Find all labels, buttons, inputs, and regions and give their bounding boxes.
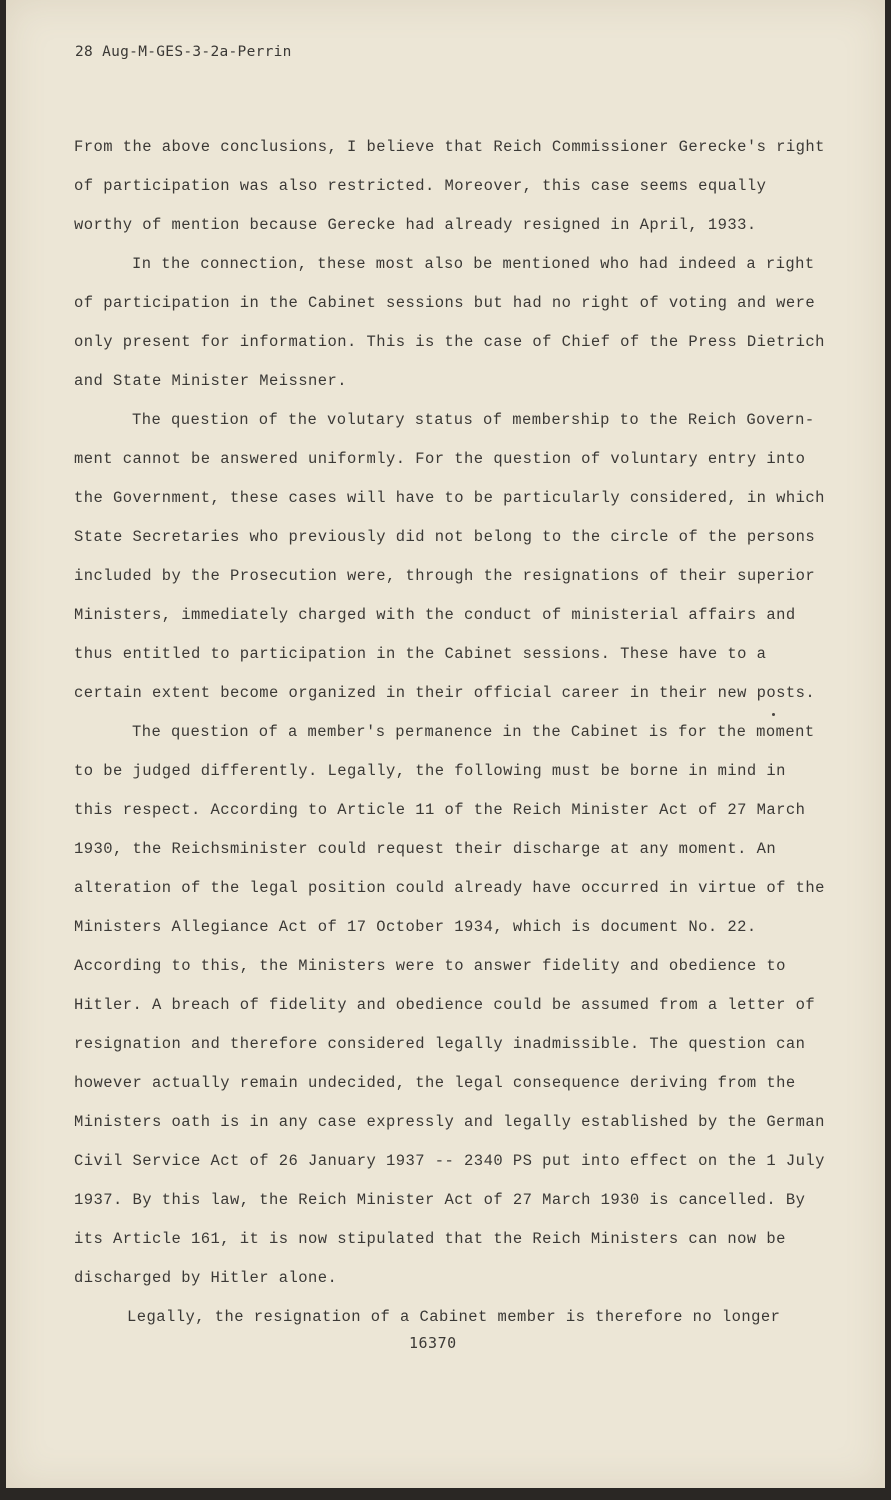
text-line: thus entitled to participation in the Cabinet sessions. These have to a [74,645,767,663]
document-page [6,0,885,1488]
text-line: certain extent become organized in their official career in their new posts. [74,684,816,702]
paper-speck [772,713,775,716]
text-line: ment cannot be answered uniformly. For the question of voluntary entry into [74,450,806,468]
text-line: 1930, the Reichsminister could request their discharge at any moment. An [74,840,777,858]
paragraph-start-line: The question of the volutary status of membership to the Reich Govern- [132,411,815,429]
paragraph-start-line: The question of a member's permanence in the Cabinet is for the moment [132,723,815,741]
document-body [74,131,834,1340]
text-line: and State Minister Meissner. [74,372,348,390]
paragraph-start-line: In the connection, these most also be mentioned who had indeed a right [132,255,815,273]
paragraph-start-line: Legally, the resignation of a Cabinet member is therefore no longer [127,1308,781,1326]
text-line: of participation was also restricted. Moreover, this case seems equally [74,177,767,195]
text-line: however actually remain undecided, the legal consequence deriving from the [74,1074,796,1092]
text-line: of participation in the Cabinet sessions but had no right of voting and were [74,294,816,312]
text-line: Ministers Allegiance Act of 17 October 1934, which is document No. 22. [74,918,757,936]
text-line: alteration of the legal position could already have occurred in virtue of the [74,879,825,897]
text-line: included by the Prosecution were, through the resignations of their superior [74,567,816,585]
text-line: this respect. According to Article 11 of the Reich Minister Act of 27 March [74,801,806,819]
text-line: Ministers, immediately charged with the conduct of ministerial affairs and [74,606,796,624]
page-number: 16370 [409,1334,457,1352]
text-line: only present for information. This is the case of Chief of the Press Dietrich [74,333,825,351]
text-line: discharged by Hitler alone. [74,1269,338,1287]
text-line: resignation and therefore considered legally inadmissible. The question can [74,1035,806,1053]
text-line: to be judged differently. Legally, the following must be borne in mind in [74,762,786,780]
text-line: Civil Service Act of 26 January 1937 -- 2340 PS put into effect on the 1 July [74,1152,825,1170]
text-line: From the above conclusions, I believe that Reich Commissioner Gerecke's right [74,138,825,156]
document-header: 28 Aug-M-GES-3-2a-Perrin [75,44,292,60]
text-line: State Secretaries who previously did not belong to the circle of the persons [74,528,816,546]
text-line: According to this, the Ministers were to answer fidelity and obedience to [74,957,786,975]
text-line: Hitler. A breach of fidelity and obedience could be assumed from a letter of [74,996,816,1014]
text-line: Ministers oath is in any case expressly and legally established by the German [74,1113,825,1131]
text-line: its Article 161, it is now stipulated that the Reich Ministers can now be [74,1230,786,1248]
text-line: the Government, these cases will have to be particularly considered, in which [74,489,825,507]
text-line: 1937. By this law, the Reich Minister Act of 27 March 1930 is cancelled. By [74,1191,806,1209]
text-line: worthy of mention because Gerecke had already resigned in April, 1933. [74,216,757,234]
